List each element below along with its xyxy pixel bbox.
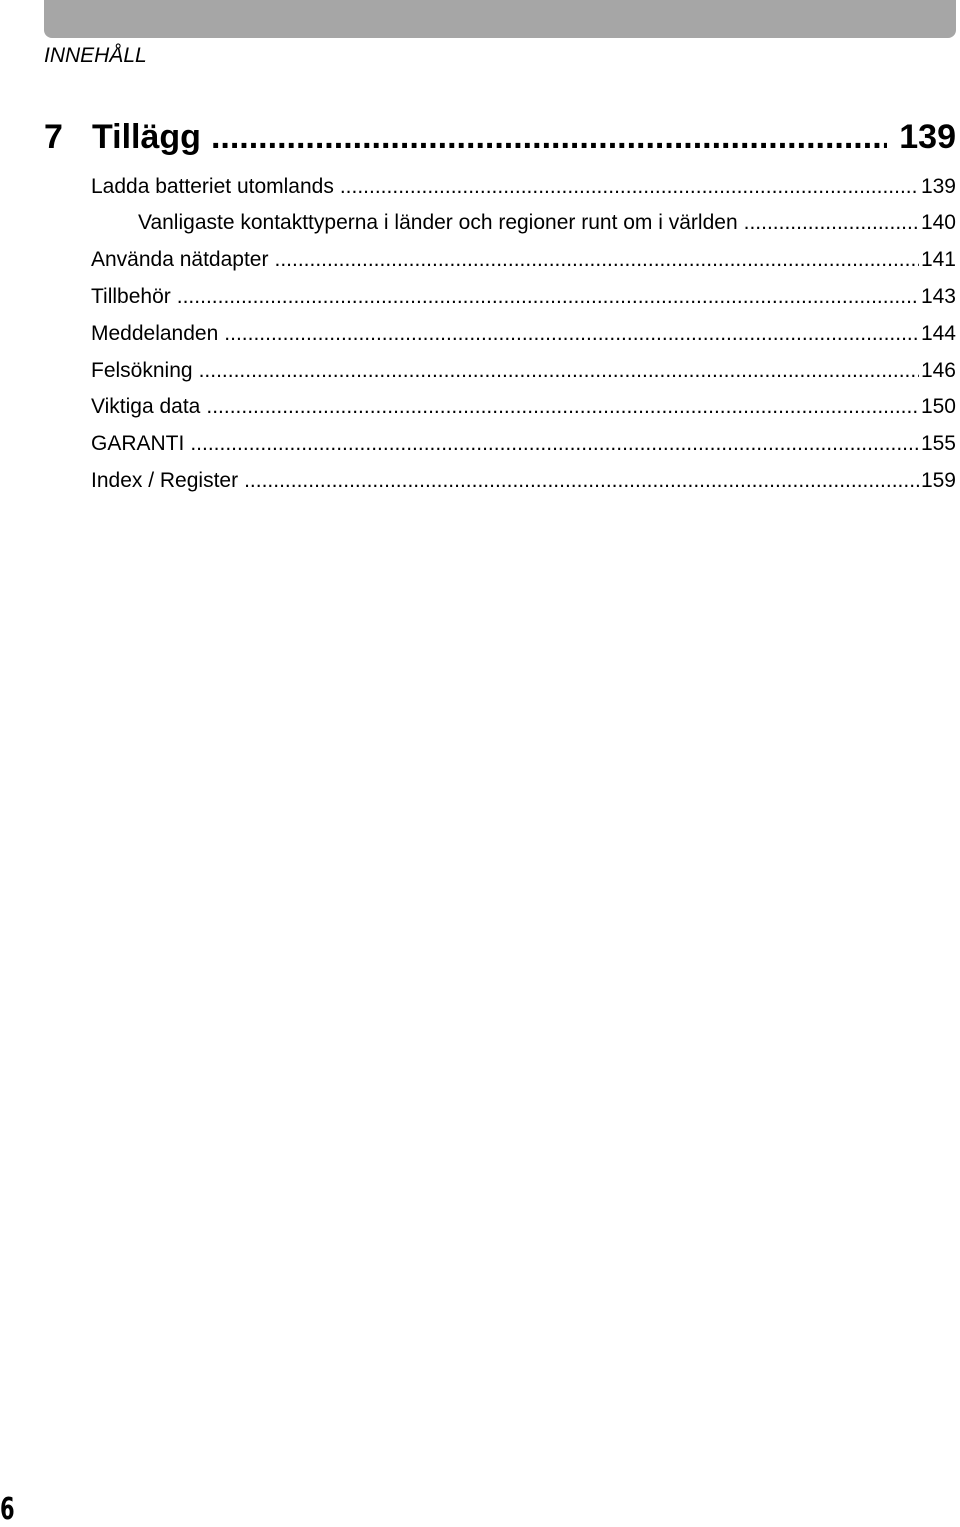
toc-entry-label: Viktiga data	[91, 395, 201, 418]
dot-leader	[190, 429, 919, 459]
toc-entry-viktiga-data[interactable]	[91, 392, 956, 422]
toc-entry-label: Meddelanden	[91, 322, 219, 345]
toc-entry-tillbehor[interactable]	[91, 282, 956, 312]
toc-entry-page: 155	[920, 432, 956, 455]
toc-entry-page: 143	[920, 285, 956, 308]
dot-leader	[177, 282, 919, 312]
dot-leader	[206, 392, 919, 422]
toc-entry-meddelanden[interactable]	[91, 319, 956, 349]
dot-leader	[340, 172, 919, 202]
chapter-number: 7	[44, 118, 63, 156]
chapter-title: Tillägg	[92, 118, 201, 156]
toc-entry-page: 159	[920, 469, 956, 492]
toc-entry-page: 139	[920, 175, 956, 198]
toc-entry-page: 141	[920, 248, 956, 271]
dot-leader	[244, 466, 919, 496]
toc-entry-page: 144	[920, 322, 956, 345]
toc-entry-index[interactable]	[91, 466, 956, 496]
toc-entry-felsokning[interactable]	[91, 356, 956, 386]
toc-entry-label: Felsökning	[91, 359, 193, 382]
toc-entry-label: Tillbehör	[91, 285, 171, 308]
toc-entry-garanti[interactable]	[91, 429, 956, 459]
dot-leader	[211, 114, 887, 160]
toc-entry-label: Vanligaste kontakttyperna i länder och regioner runt om i världen	[138, 211, 738, 234]
dot-leader	[274, 245, 918, 275]
toc-entry-page: 140	[920, 211, 956, 234]
toc-entry-label: Index / Register	[91, 469, 239, 492]
toc-entry-label: GARANTI	[91, 432, 185, 455]
chapter-heading[interactable]	[44, 114, 956, 160]
toc-entry-page: 146	[920, 359, 956, 382]
toc-entry-kontakttyperna[interactable]	[138, 208, 956, 238]
toc-entry-label: Ladda batteriet utomlands	[91, 175, 334, 198]
toc-entry-page: 150	[920, 395, 956, 418]
dot-leader	[199, 356, 919, 386]
page-number: 6	[0, 1492, 15, 1527]
chapter-page: 139	[899, 118, 956, 156]
section-title: INNEHÅLL	[44, 44, 147, 67]
dot-leader	[224, 319, 919, 349]
toc-entry-natdapter[interactable]	[91, 245, 956, 275]
toc-entry-ladda-batteriet[interactable]	[91, 172, 956, 202]
toc-entry-label: Använda nätdapter	[91, 248, 269, 271]
header-bar	[44, 0, 956, 38]
dot-leader	[744, 208, 919, 238]
